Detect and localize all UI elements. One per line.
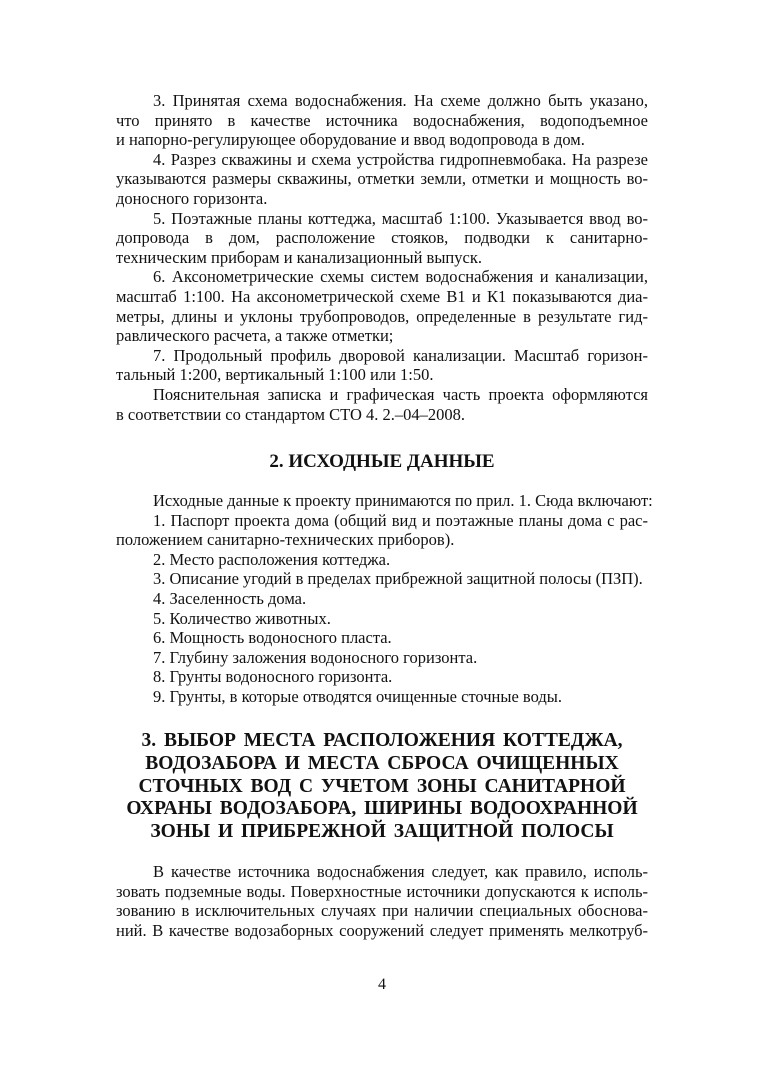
text-line: допровода в дом, расположение стояков, подводки к санитарно- xyxy=(116,228,648,248)
heading-line: 3. ВЫБОР МЕСТА РАСПОЛОЖЕНИЯ КОТТЕДЖА, xyxy=(141,730,623,751)
text-line: 3. Описание угодий в пределах прибрежной защитной полосы (ПЗП). xyxy=(153,569,643,589)
heading-line: ЗОНЫ И ПРИБРЕЖНОЙ ЗАЩИТНОЙ ПОЛОСЫ xyxy=(150,821,614,843)
text-line: в соответствии со стандартом СТО 4. 2.–04–2008. xyxy=(116,404,466,424)
text-line: метры, длины и уклоны трубопроводов, определенные в результате гид- xyxy=(116,306,648,326)
text-line: техническим приборам и канализационный выпуск. xyxy=(116,247,482,267)
text-block-initial-data xyxy=(116,491,653,707)
text-line: Пояснительная записка и графическая часть проекта оформляются xyxy=(153,384,648,404)
text-line: В качестве источника водоснабжения следует, как правило, исполь- xyxy=(153,862,648,881)
heading-line: ОХРАНЫ ВОДОЗАБОРА, ШИРИНЫ ВОДООХРАННОЙ xyxy=(126,798,638,820)
text-line: положением санитарно-технических приборов). xyxy=(116,530,455,550)
section-heading-2: 2. ИСХОДНЫЕ ДАННЫЕ xyxy=(269,451,495,472)
text-line: 7. Глубину заложения водоносного горизонта. xyxy=(153,647,478,667)
section-heading-3 xyxy=(116,730,648,844)
text-line: 8. Грунты водоносного горизонта. xyxy=(153,667,393,687)
text-line: указываются размеры скважины, отметки земли, отметки и мощность во- xyxy=(116,169,648,189)
text-block-section-3 xyxy=(116,862,648,940)
heading-line: ВОДОЗАБОРА И МЕСТА СБРОСА ОЧИЩЕННЫХ xyxy=(145,752,619,774)
text-line: ний. В качестве водозаборных сооружений следует применять мелкотруб- xyxy=(116,920,648,940)
text-line: 1. Паспорт проекта дома (общий вид и поэтажные планы дома с рас- xyxy=(153,510,648,530)
text-line: 9. Грунты, в которые отводятся очищенные сточные воды. xyxy=(153,686,562,706)
text-line: 4. Разрез скважины и схема устройства гидропневмобака. На разрезе xyxy=(153,149,648,169)
text-line: 4. Заселенность дома. xyxy=(153,588,307,608)
text-line: доносного горизонта. xyxy=(116,188,268,208)
text-line: масштаб 1:100. На аксонометрической схеме В1 и К1 показываются диа- xyxy=(116,286,648,306)
text-line: 3. Принятая схема водоснабжения. На схеме должно быть указано, xyxy=(153,91,648,110)
text-line: 2. Место расположения коттеджа. xyxy=(153,549,391,569)
text-line: 5. Поэтажные планы коттеджа, масштаб 1:100. Указывается ввод во- xyxy=(153,208,648,228)
text-line: что принято в качестве источника водоснабжения, водоподъемное xyxy=(116,110,648,130)
text-line: 5. Количество животных. xyxy=(153,608,331,628)
heading-line: СТОЧНЫХ ВОД С УЧЕТОМ ЗОНЫ САНИТАРНОЙ xyxy=(138,775,626,797)
text-line: тальный 1:200, вертикальный 1:100 или 1:50. xyxy=(116,365,434,385)
page-number: 4 xyxy=(378,976,386,993)
text-line: 7. Продольный профиль дворовой канализации. Масштаб горизон- xyxy=(153,345,648,365)
text-line: зовать подземные воды. Поверхностные источники допускаются к исполь- xyxy=(116,881,648,901)
text-line: равлического расчета, а также отметки; xyxy=(116,326,394,346)
text-line: 6. Мощность водоносного пласта. xyxy=(153,628,392,648)
text-line: зованию в исключительных случаях при наличии специальных обоснова- xyxy=(116,901,648,921)
text-line: и напорно-регулирующее оборудование и ввод водопровода в дом. xyxy=(116,130,585,150)
text-line: 6. Аксонометрические схемы систем водоснабжения и канализации, xyxy=(153,267,648,287)
text-line: Исходные данные к проекту принимаются по прил. 1. Сюда включают: xyxy=(153,491,653,510)
text-block-project-contents xyxy=(116,91,648,424)
